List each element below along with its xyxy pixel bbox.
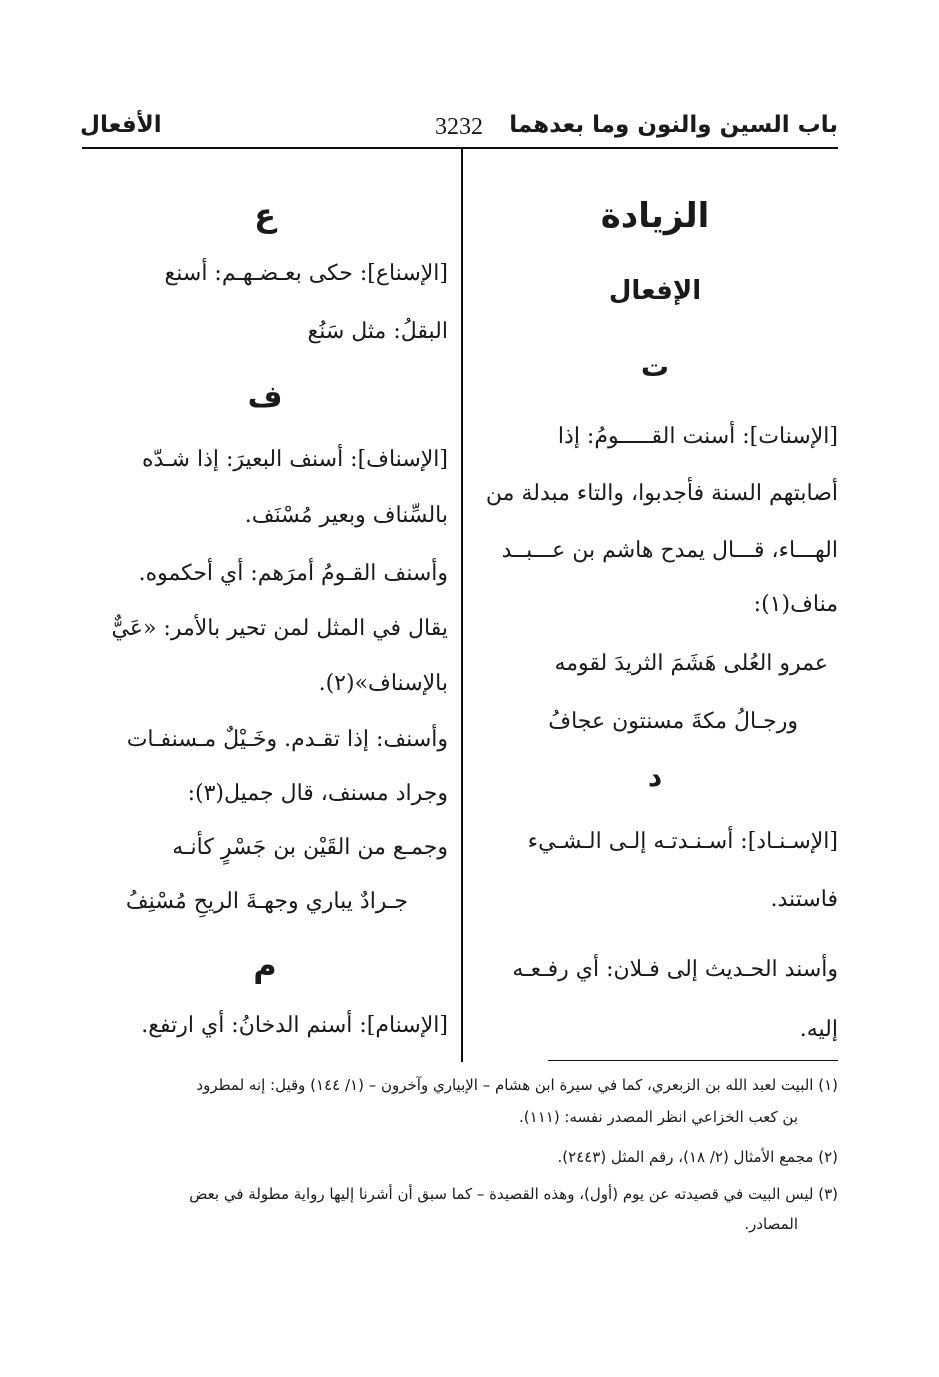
verse-line: ورجـالُ مكةَ مسنتون عجافُ — [548, 709, 798, 734]
entry-line: بالإسناف»(٢). — [318, 671, 448, 696]
page-header — [80, 108, 838, 148]
section-heading: الزيادة — [600, 196, 710, 236]
entry-line: وأسنف القـومُ أمرَهم: أي أحكموه. — [138, 561, 448, 586]
letter-heading-f: ف — [247, 380, 283, 415]
right-column — [472, 160, 838, 1060]
running-title-left: الأفعال — [80, 112, 162, 138]
entry-line: فاستند. — [770, 887, 838, 912]
entry-line: [الإسناع]: حكى بعـضـهـم: أسنع — [164, 261, 448, 286]
verse-line: عمرو العُلى هَشَمَ الثريدَ لقومه — [554, 651, 828, 676]
page-number: 3232 — [435, 114, 483, 140]
entry-line: يقال في المثل لمن تحير بالأمر: «عَيٌّ — [111, 616, 448, 641]
running-title-right: باب السين والنون وما بعدهما — [509, 112, 838, 138]
left-column — [82, 160, 448, 1060]
footnote-line: (٢) مجمع الأمثال (٢/ ١٨)، رقم المثل (٢٤٤٣). — [557, 1148, 838, 1166]
letter-heading-m: م — [253, 946, 277, 984]
footnote-rule — [548, 1060, 838, 1061]
entry-line: البقلُ: مثل سَنُع — [307, 319, 448, 344]
entry-line: بالسِّناف وبعير مُسْنَف. — [244, 503, 448, 528]
section-subheading: الإفعال — [608, 276, 702, 306]
entry-line: الهـــاء، قـــال يمدح هاشم بن عـــبــد — [501, 538, 838, 563]
verse-line: وجمـع من القَيْن بن جَسْرٍ كأنـه — [172, 835, 448, 860]
entry-line: [الإسنات]: أسنت القـــــومُ: إذا — [557, 424, 838, 449]
entry-line: [الإسـنـاد]: أسـنـدتـه إلـى الـشـيء — [527, 829, 838, 854]
letter-heading-ain: ع — [254, 196, 276, 234]
entry-line: [الإسنام]: أسنم الدخانُ: أي ارتفع. — [141, 1013, 448, 1038]
entry-line: وجراد مسنف، قال جميل(٣): — [187, 781, 448, 806]
footnote-line: المصادر. — [744, 1215, 798, 1233]
entry-line: مناف(١): — [753, 592, 838, 617]
header-rule — [82, 147, 838, 149]
footnote-line: (١) البيت لعبد الله بن الزبعري، كما في سيرة ابن هشام – الإبياري وآخرون – (١/ ١٤٤) وقيل: إنه لمطرود — [196, 1076, 838, 1094]
entry-line: [الإسناف]: أسنف البعيرَ: إذا شـدّه — [142, 447, 448, 472]
letter-heading-d: د — [647, 760, 663, 793]
entry-line: وأسند الحـديث إلى فـلان: أي رفـعـه — [512, 957, 838, 982]
entry-line: إليه. — [799, 1017, 838, 1042]
footnote-line: بن كعب الخزاعي انظر المصدر نفسه: (١١١). — [519, 1108, 798, 1126]
entry-line: وأسنف: إذا تقـدم. وخَـيْلٌ مـسنفـات — [126, 727, 448, 752]
column-divider — [461, 149, 463, 1062]
entry-line: أصابتهم السنة فأجدبوا، والتاء مبدلة من — [485, 481, 838, 506]
footnote-line: (٣) ليس البيت في قصيدته عن يوم (أول)، وهذه القصيدة – كما سبق أن أشرنا إليها رواية مطولة في بعض — [189, 1185, 838, 1203]
verse-line: جـرادٌ يباري وجهـةَ الريحِ مُسْنِفُ — [125, 889, 408, 914]
letter-heading-t: ت — [640, 350, 670, 383]
